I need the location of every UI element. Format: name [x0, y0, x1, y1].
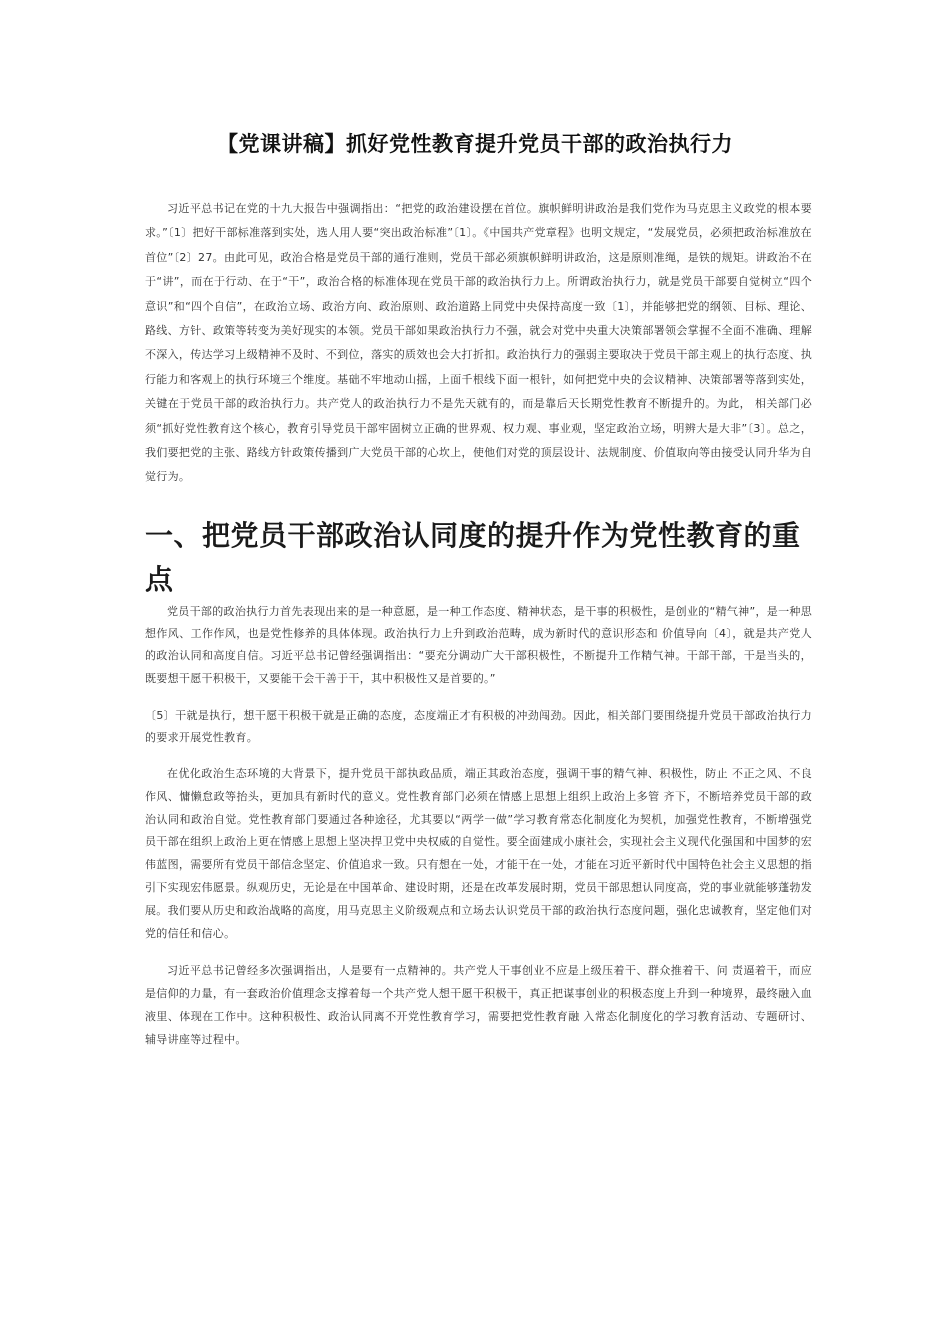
section-1-paragraph-1-continued: 〔5〕干就是执行，想干愿干积极干就是正确的态度，态度端正才有积极的冲劲闯劲。因此，相关部门要围绕提升党员干部政治执行力的要求开展党性教育。 [145, 709, 812, 745]
section-1-paragraph-3: 习近平总书记曾经多次强调指出，人是要有一点精神的。共产党人干事创业不应是上级压着干、群众推着干、问 责逼着干，而应是信仰的力量，有一套政治价值理念支撑着每一个共产党人想干愿干积极干，真正把谋事创业的积极态度上升到一种境界，最终融入血液里、体现在工作中。这种积极性、政治认同离不开党性教育学习，需要把党性教育融 入常态化制度化的学习教育活动、专题研讨、辅导讲座等过程中。 [145, 964, 812, 1046]
section-1-heading: 一、把党员干部政治认同度的提升作为党性教育的重点 [145, 519, 801, 596]
section-1-paragraph-1: 党员干部的政治执行力首先表现出来的是一种意愿，是一种工作态度、精神状态，是干事的积极性，是创业的“精气神”，是一种思想作风、工作作风，也是党性修养的具体体现。政治执行力上升到政治范畴，成为新时代的意识形态和 价值导向〔4〕，就是共产党人的政治认同和高度自信。习近平总书记曾经强调指出：“要充分调动广大干部积极性，不断提升工作精气神。干部干部，干是当头的，既要想干愿干积极干，又要能干会干善于干，其中积极性又是首要的。” [145, 605, 812, 685]
section-1-paragraph-2: 在优化政治生态环境的大背景下，提升党员干部执政品质，端正其政治态度，强调干事的精气神、积极性，防止 不正之风、不良作风、慵懒怠政等抬头，更加具有新时代的意义。党性教育部门必须在情感上思想上组织上政治上多管 齐下，不断培养党员干部的政治认同和政治自觉。党性教育部门要通过各种途径，尤其要以“两学一做”学习教育常态化制度化为契机，加强党性教育，不断增强党员干部在组织上政治上更在情感上思想上坚决捍卫党中央权威的自觉性。要全面建成小康社会，实现社会主义现代化强国和中国梦的宏伟蓝图，需要所有党员干部信念坚定、价值追求一致。只有想在一处，才能干在一处，才能在习近平新时代中国特色社会主义思想的指引下实现宏伟愿景。纵观历史，无论是在中国革命、建设时期，还是在改革发展时期，党员干部思想认同度高，党的事业就能够蓬勃发展。我们要从历史和政治战略的高度，用马克思主义阶级观点和立场去认识党员干部的政治执行态度问题，强化忠诚教育，坚定他们对党的信任和信心。 [145, 767, 812, 940]
intro-paragraph: 习近平总书记在党的十九大报告中强调指出：“把党的政治建设摆在首位。旗帜鲜明讲政治是我们党作为马克思主义政党的根本要求。”〔1〕把好干部标准落到实处，选人用人要“突出政治标准”〔1〕。《中国共产党章程》也明文规定，“发展党员，必须把政治标准放在首位”〔2〕27。由此可见，政治合格是党员干部的通行准则，党员干部必须旗帜鲜明讲政治，这是原则准绳，是铁的规矩。讲政治不在于“讲”，而在于行动、在于“干”，政治合格的标准体现在党员干部的政治执行力上。所谓政治执行力，就是党员干部要自觉树立“四个意识”和“四个自信”，在政治立场、政治方向、政治原则、政治道路上同党中央保持高度一致〔1〕，并能够把党的纲领、目标、理论、路线、方针、政策等转变为美好现实的本领。党员干部如果政治执行力不强，就会对党中央重大决策部署领会掌握不全面不准确、理解不深入，传达学习上级精神不及时、不到位，落实的质效也会大打折扣。政治执行力的强弱主要取决于党员干部主观上的执行态度、执行能力和客观上的执行环境三个维度。基础不牢地动山摇，上面千根线下面一根针，如何把党中央的会议精神、决策部署等落到实处， 关键在于党员干部的政治执行力。共产党人的政治执行力不是先天就有的，而是靠后天长期党性教育不断提升的。为此， 相关部门必须“抓好党性教育这个核心，教育引导党员干部牢固树立正确的世界观、权力观、事业观，坚定政治立场，明辨大是大非”〔3〕。总之，我们要把党的主张、路线方针政策传播到广大党员干部的心坎上，使他们对党的顶层设计、法规制度、价值取向等由接受认同升华为自觉行为。 [145, 202, 812, 484]
document-title: 【党课讲稿】抓好党性教育提升党员干部的政治执行力 [217, 132, 733, 156]
